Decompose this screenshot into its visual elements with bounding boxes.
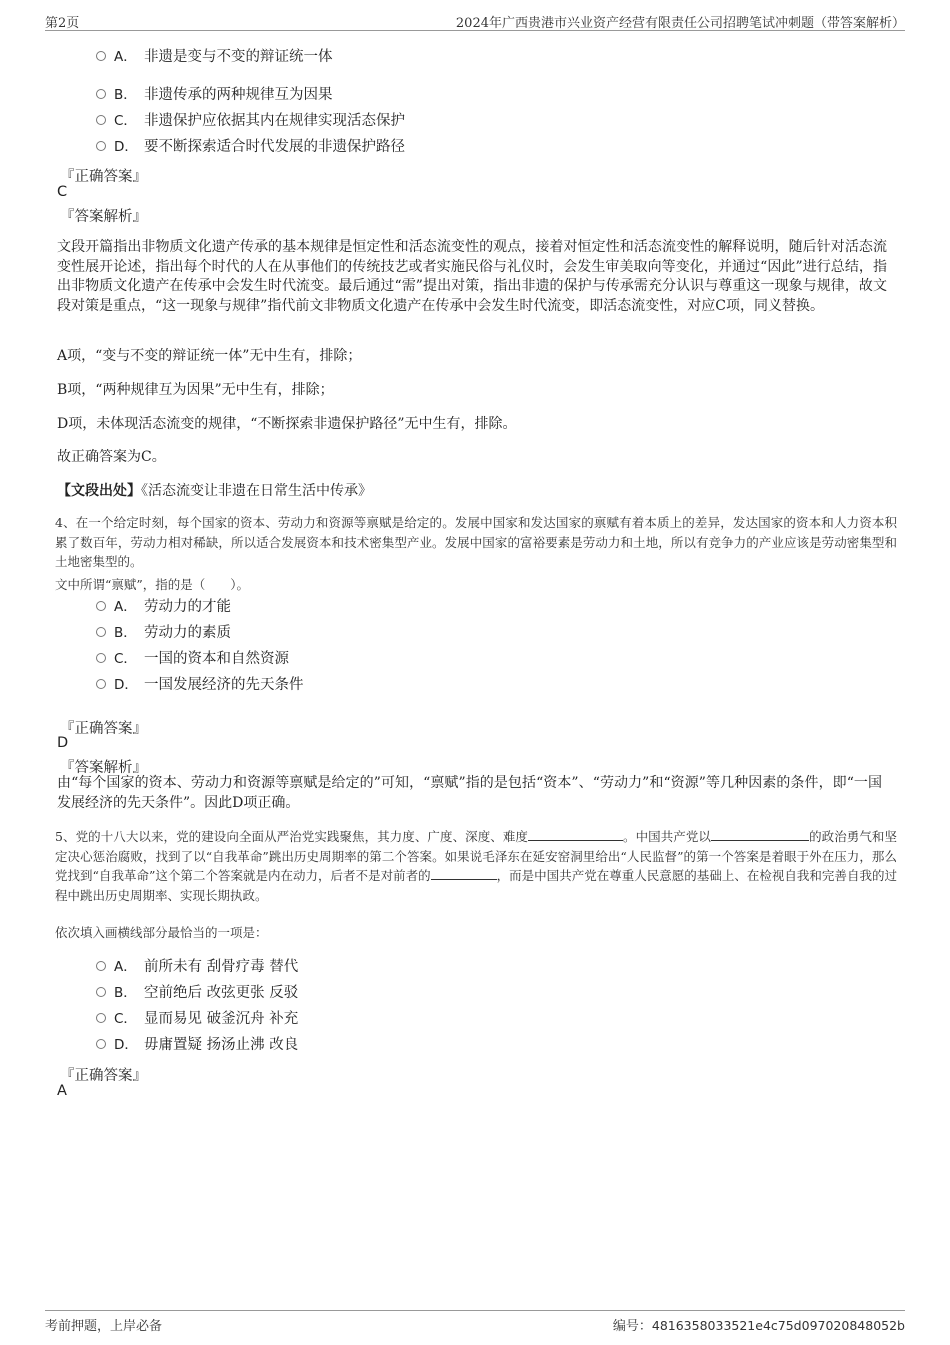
radio-icon[interactable] (96, 601, 106, 611)
blank-line (528, 828, 623, 841)
q3-answer-label: 『正确答案』 (60, 169, 147, 185)
option-letter: D． (114, 677, 138, 693)
q5-answer: A (57, 1083, 67, 1099)
q5-stem (55, 827, 897, 905)
q3-option-d[interactable] (96, 137, 405, 157)
q5-stem-part3: 的政治勇气和坚定决心惩治腐败，找到了以“自我革命”跳出历史周期率的第二个答案。如果说毛泽东在延安窑洞里给出“人民监督”的第一个答案是着眼于外在压力，那么党找到“自我革命”这个第二个答案就是内在动力，后者不是对前者的 (55, 829, 897, 883)
q5-question: 依次填入画横线部分最恰当的一项是： (55, 925, 268, 940)
q3-item-d: D项，未体现活态流变的规律，“不断探索非遗保护路径”无中生有，排除。 (57, 416, 517, 432)
option-letter: A． (114, 49, 137, 65)
page-number: 第2页 (45, 16, 80, 31)
source-title: 《活态流变让非遗在日常生活中传承》 (141, 483, 372, 499)
q4-option-c[interactable] (96, 649, 289, 669)
q4-option-b[interactable] (96, 623, 231, 643)
option-text: 空前绝后 改弦更张 反驳 (144, 985, 299, 1001)
document-title: 2024年广西贵港市兴业资产经营有限责任公司招聘笔试冲刺题（带答案解析） (455, 16, 905, 31)
option-text: 非遗是变与不变的辩证统一体 (144, 49, 333, 65)
option-text: 要不断探索适合时代发展的非遗保护路径 (144, 139, 405, 155)
option-letter: C． (114, 651, 137, 667)
radio-icon[interactable] (96, 1013, 106, 1023)
q3-analysis-label: 『答案解析』 (60, 209, 147, 225)
q3-conclusion: 故正确答案为C。 (57, 449, 166, 465)
option-text: 显而易见 破釜沉舟 补充 (144, 1011, 299, 1027)
option-text: 劳动力的素质 (144, 625, 231, 641)
option-letter: D． (114, 139, 138, 155)
option-letter: B． (114, 625, 137, 641)
q4-analysis-label: 『答案解析』 (60, 760, 147, 776)
radio-icon[interactable] (96, 1039, 106, 1049)
footer-slogan: 考前押题，上岸必备 (45, 1319, 163, 1334)
q3-source (57, 480, 372, 500)
q3-option-a[interactable] (96, 47, 333, 67)
q3-analysis-text: 文段开篇指出非物质文化遗产传承的基本规律是恒定性和活态流变性的观点，接着对恒定性和活态流变性的解释说明，随后针对活态流变性展开论述，指出每个时代的人在从事他们的传统技艺或者实施民俗与礼仪时，会发生审美取向等变化，并通过“因此”进行总结，指出非物质文化遗产在传承中会发生时代流变。最后通过“需”提出对策，指出非遗的保护与传承需充分认识与尊重这一现象与规律，故文段对策是重点，“这一现象与规律”指代前文非物质文化遗产在传承中会发生时代流变，即活态流变性，对应C项，同义替换。 (57, 239, 887, 314)
q5-option-d[interactable] (96, 1035, 298, 1055)
blank-line (431, 867, 497, 880)
q5-stem-part4: ，而是中国共产党在尊重人民意愿的基础上、在检视自我和完善自我的过程中跳出历史周期率、实现长期执政。 (55, 868, 897, 903)
radio-icon[interactable] (96, 627, 106, 637)
document-code (613, 1315, 905, 1334)
q4-analysis-text: 由“每个国家的资本、劳动力和资源等禀赋是给定的”可知，“禀赋”指的是包括“资本”、“劳动力”和“资源”等几种因素的条件，即“一国发展经济的先天条件”。因此D项正确。 (57, 775, 882, 811)
option-letter: D． (114, 1037, 138, 1053)
q4-answer-label: 『正确答案』 (60, 721, 147, 737)
option-text: 劳动力的才能 (144, 599, 231, 615)
option-text: 毋庸置疑 扬汤止沸 改良 (144, 1037, 299, 1053)
option-letter: A． (114, 959, 137, 975)
q5-stem-part1: 5、党的十八大以来，党的建设向全面从严治党实践聚焦，其力度、广度、深度、难度 (55, 829, 528, 844)
option-letter: C． (114, 113, 137, 129)
q5-stem-part2: 。中国共产党以 (622, 829, 711, 844)
q3-answer: C (57, 184, 68, 200)
q3-option-c[interactable] (96, 111, 405, 131)
radio-icon[interactable] (96, 51, 106, 61)
radio-icon[interactable] (96, 961, 106, 971)
q5-option-b[interactable] (96, 983, 298, 1003)
option-text: 非遗保护应依据其内在规律实现活态保护 (144, 113, 405, 129)
radio-icon[interactable] (96, 141, 106, 151)
q4-option-d[interactable] (96, 675, 304, 695)
radio-icon[interactable] (96, 89, 106, 99)
option-letter: A． (114, 599, 137, 615)
option-text: 一国发展经济的先天条件 (144, 677, 304, 693)
blank-line (711, 828, 809, 841)
q4-answer: D (57, 735, 69, 751)
option-letter: B． (114, 87, 137, 103)
q5-option-c[interactable] (96, 1009, 298, 1029)
q3-item-b: B项，“两种规律互为因果”无中生有，排除； (57, 382, 334, 398)
radio-icon[interactable] (96, 987, 106, 997)
radio-icon[interactable] (96, 653, 106, 663)
option-text: 前所未有 刮骨疗毒 替代 (144, 959, 299, 975)
option-letter: B． (114, 985, 137, 1001)
page-footer (45, 1310, 905, 1335)
radio-icon[interactable] (96, 115, 106, 125)
radio-icon[interactable] (96, 679, 106, 689)
code-label: 编号： (612, 1319, 652, 1334)
code-value: 4816358033521e4c75d097020848052b (651, 1318, 905, 1333)
option-text: 一国的资本和自然资源 (144, 651, 289, 667)
q5-answer-label: 『正确答案』 (60, 1068, 147, 1084)
q3-option-b[interactable] (96, 85, 333, 105)
page-header (45, 10, 905, 31)
q4-option-a[interactable] (96, 597, 231, 617)
option-text: 非遗传承的两种规律互为因果 (144, 87, 333, 103)
q4-stem: 4、在一个给定时刻，每个国家的资本、劳动力和资源等禀赋是给定的。发展中国家和发达国家的禀赋有着本质上的差异，发达国家的资本和人力资本积累了数百年，劳动力相对稀缺，所以适合发展资本和技术密集型产业。发展中国家的富裕要素是劳动力和土地，所以有竞争力的产业应该是劳动密集型和土地密集型的。 (55, 515, 897, 569)
option-letter: C． (114, 1011, 137, 1027)
source-label: 【文段出处】 (57, 483, 141, 499)
q4-question: 文中所谓“禀赋”，指的是（ ）。 (55, 577, 250, 592)
q3-item-a: A项，“变与不变的辩证统一体”无中生有，排除； (57, 348, 362, 364)
q5-option-a[interactable] (96, 957, 298, 977)
